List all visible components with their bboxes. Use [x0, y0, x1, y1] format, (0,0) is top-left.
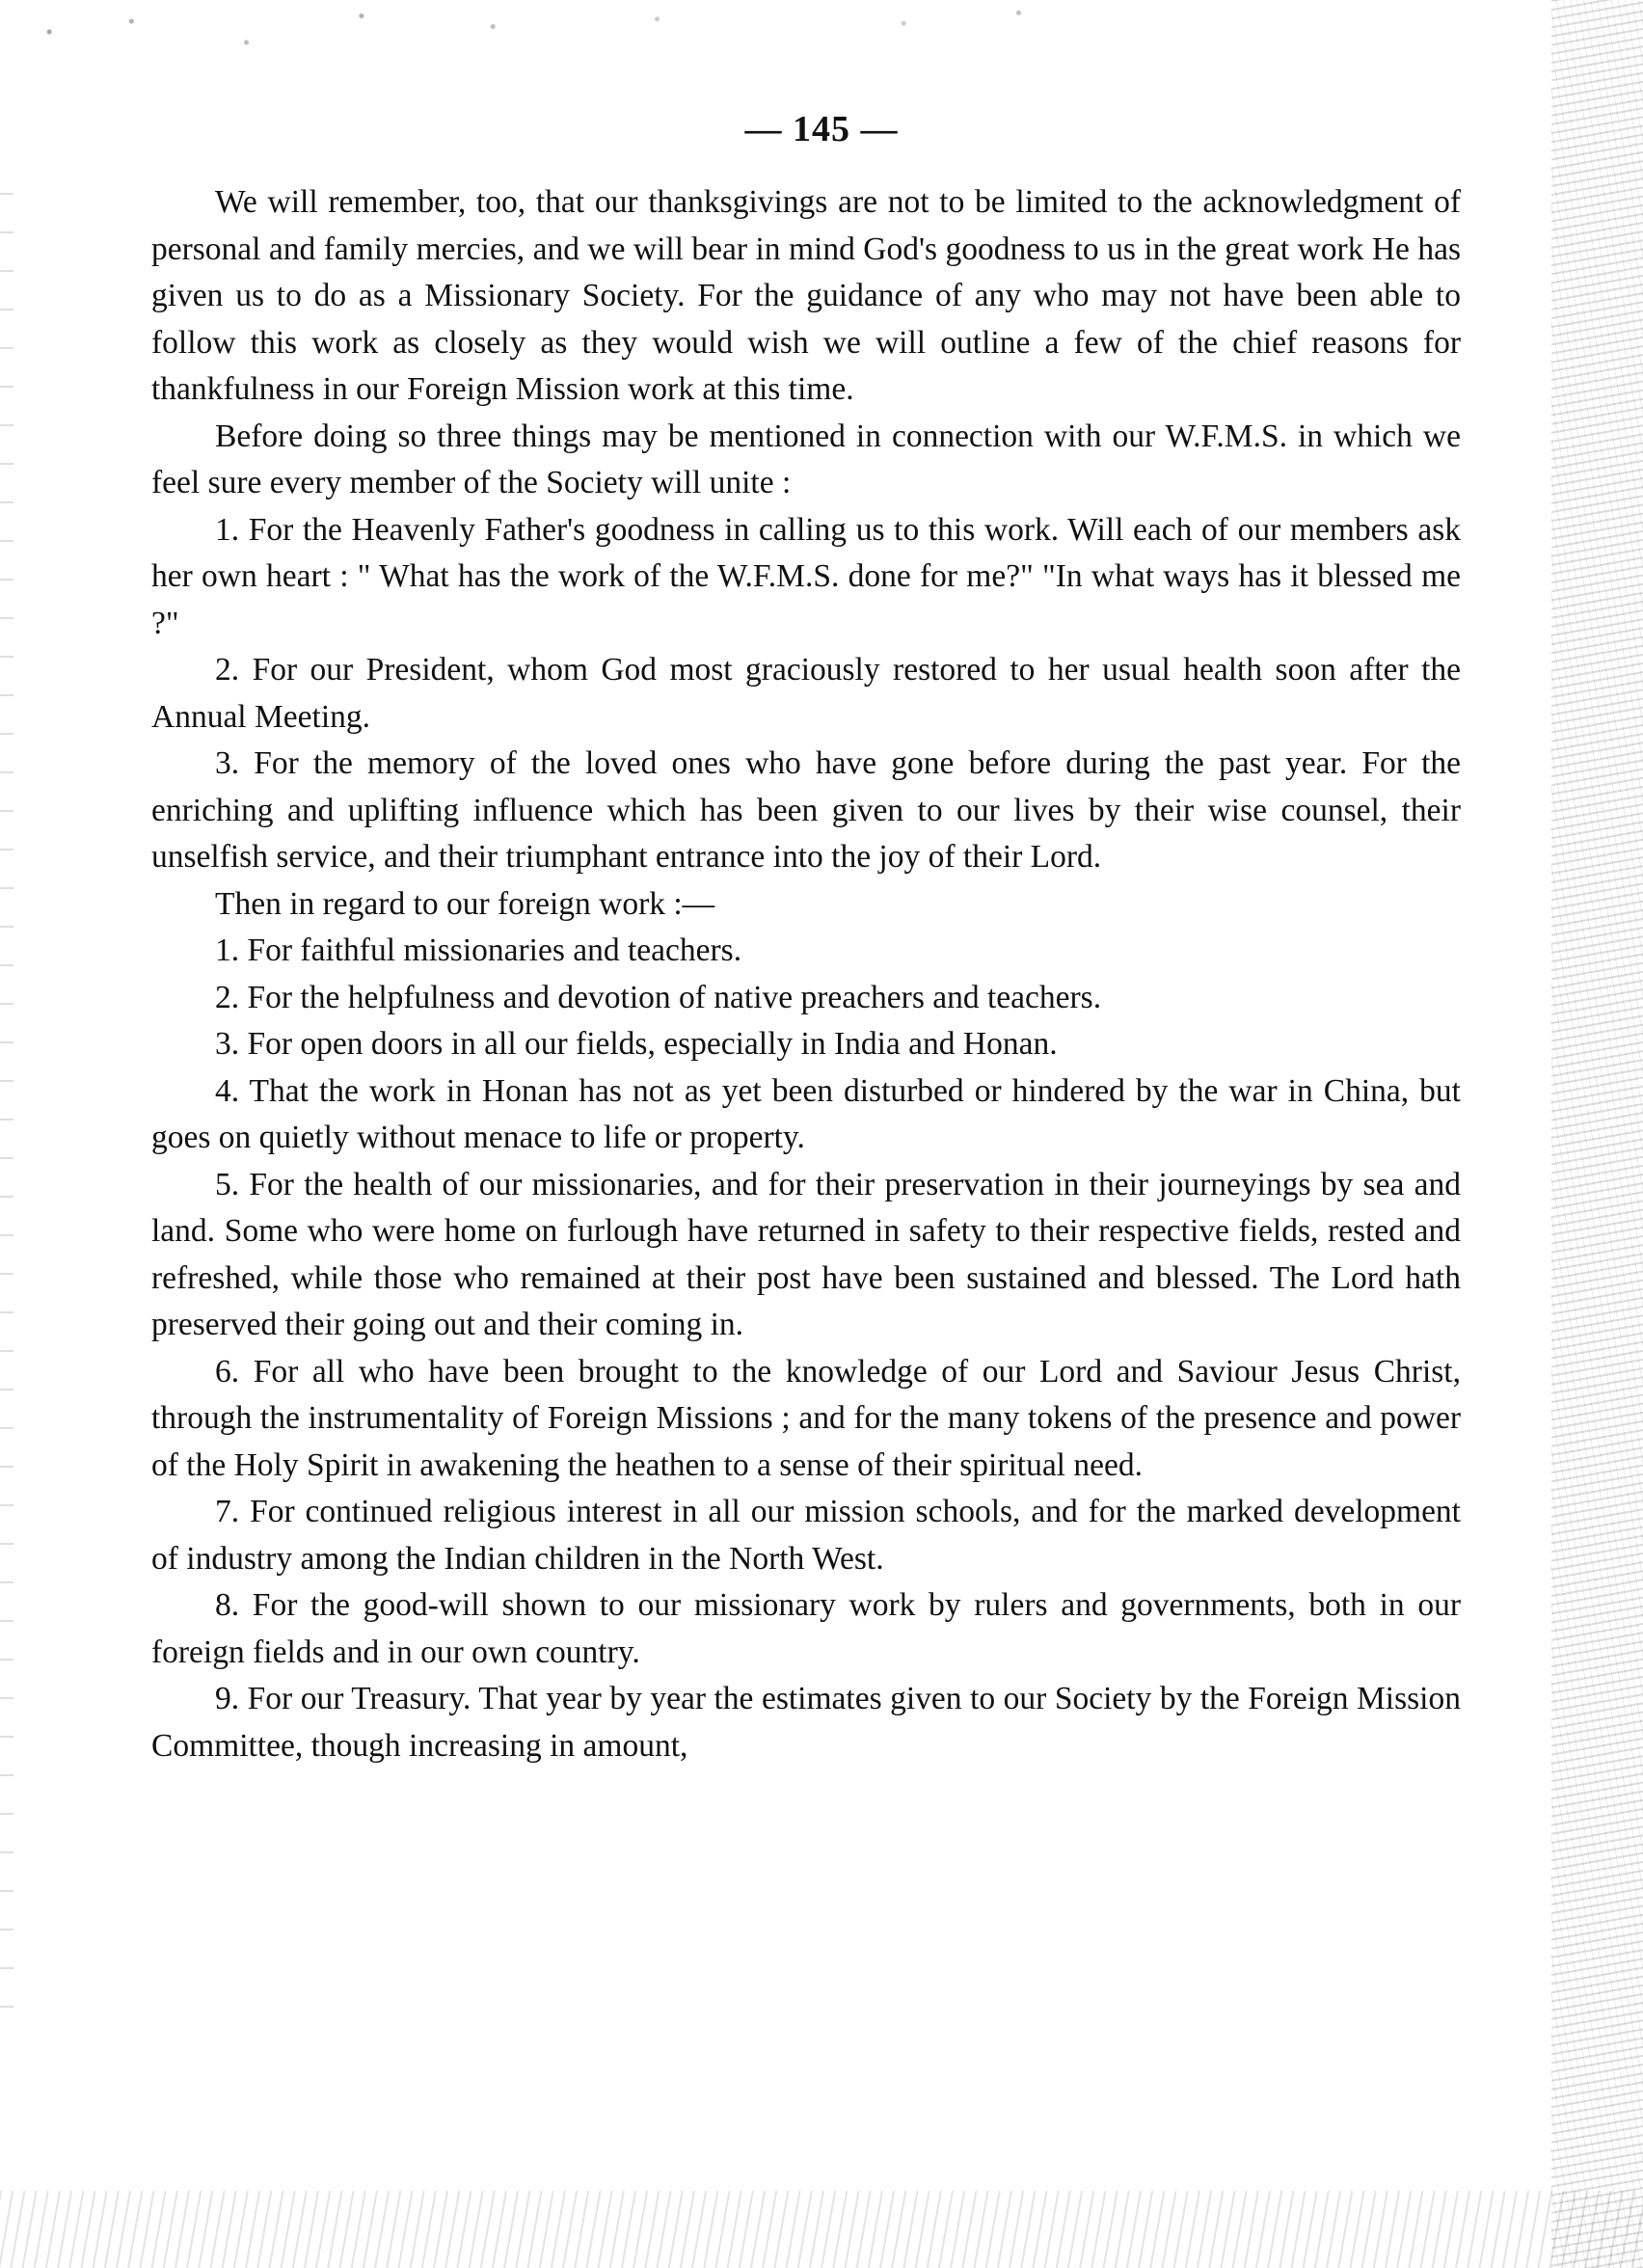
list-item-foreign-8: 8. For the good-will shown to our missionary work by rulers and governments, both in our foreign fields and in our own country. — [151, 1587, 1461, 1670]
list-item-foreign-6: 6. For all who have been brought to the knowledge of our Lord and Saviour Jesus Christ, through the instrumentality of Foreign Missions ; and for the many tokens of the presence and power of the Holy Spirit in awakening the heathen to a sense of their spiritual need. — [151, 1353, 1461, 1483]
scan-noise-left — [0, 193, 13, 2025]
list-item-society-2: 2. For our President, whom God most graciously restored to her usual health soon after the Annual Meeting. — [151, 652, 1461, 735]
paragraph-foreign-work: Then in regard to our foreign work :— — [215, 885, 715, 922]
list-item-society-1: 1. For the Heavenly Father's goodness in calling us to this work. Will each of our members ask her own heart : " What has the work of the W.F.M.S. done for me?" "In what ways has it blessed me ?" — [151, 511, 1461, 641]
body-text — [151, 179, 1461, 1769]
list-item-foreign-4: 4. That the work in Honan has not as yet been disturbed or hindered by the war in China, but goes on quietly without menace to life or property. — [151, 1072, 1461, 1155]
list-item-society-3: 3. For the memory of the loved ones who have gone before during the past year. For the enriching and uplifting influence which has been given to our lives by their wise counsel, their unselfish service, and their triumphant entrance into the joy of their Lord. — [151, 745, 1461, 875]
list-item-foreign-1: 1. For faithful missionaries and teachers. — [215, 932, 742, 968]
list-item-foreign-2: 2. For the helpfulness and devotion of native preachers and teachers. — [215, 979, 1102, 1015]
scan-noise-bottom — [0, 2191, 1643, 2268]
list-item-foreign-3: 3. For open doors in all our fields, especially in India and Honan. — [215, 1026, 1058, 1062]
page-number: — 145 — — [744, 109, 899, 149]
list-item-foreign-5: 5. For the health of our missionaries, and for their preservation in their journeyings by sea and land. Some who were home on furlough have returned in safety to their respective fields, rested and refreshed, while those who remained at their post have been sustained and blessed. The Lord hath preserved their going out and their coming in. — [151, 1166, 1461, 1342]
paragraph-intro: We will remember, too, that our thanksgivings are not to be limited to the acknowledgment of personal and family mercies, and we will bear in mind God's goodness to us in the great work He has given us to do as a Missionary Society. For the guidance of any who may not have been able to follow this work as closely as they would wish we will outline a few of the chief reasons for thankfulness in our Foreign Mission work at this time. — [151, 184, 1461, 407]
scan-noise-top — [0, 0, 1643, 106]
scan-noise-right — [1551, 0, 1643, 2268]
paragraph-before: Before doing so three things may be mentioned in connection with our W.F.M.S. in which we feel sure every member of the Society will unite : — [151, 418, 1461, 500]
list-item-foreign-9: 9. For our Treasury. That year by year the estimates given to our Society by the Foreign Mission Committee, though increasing in amount, — [151, 1681, 1461, 1764]
list-item-foreign-7: 7. For continued religious interest in all our mission schools, and for the marked development of industry among the Indian children in the North West. — [151, 1494, 1461, 1577]
